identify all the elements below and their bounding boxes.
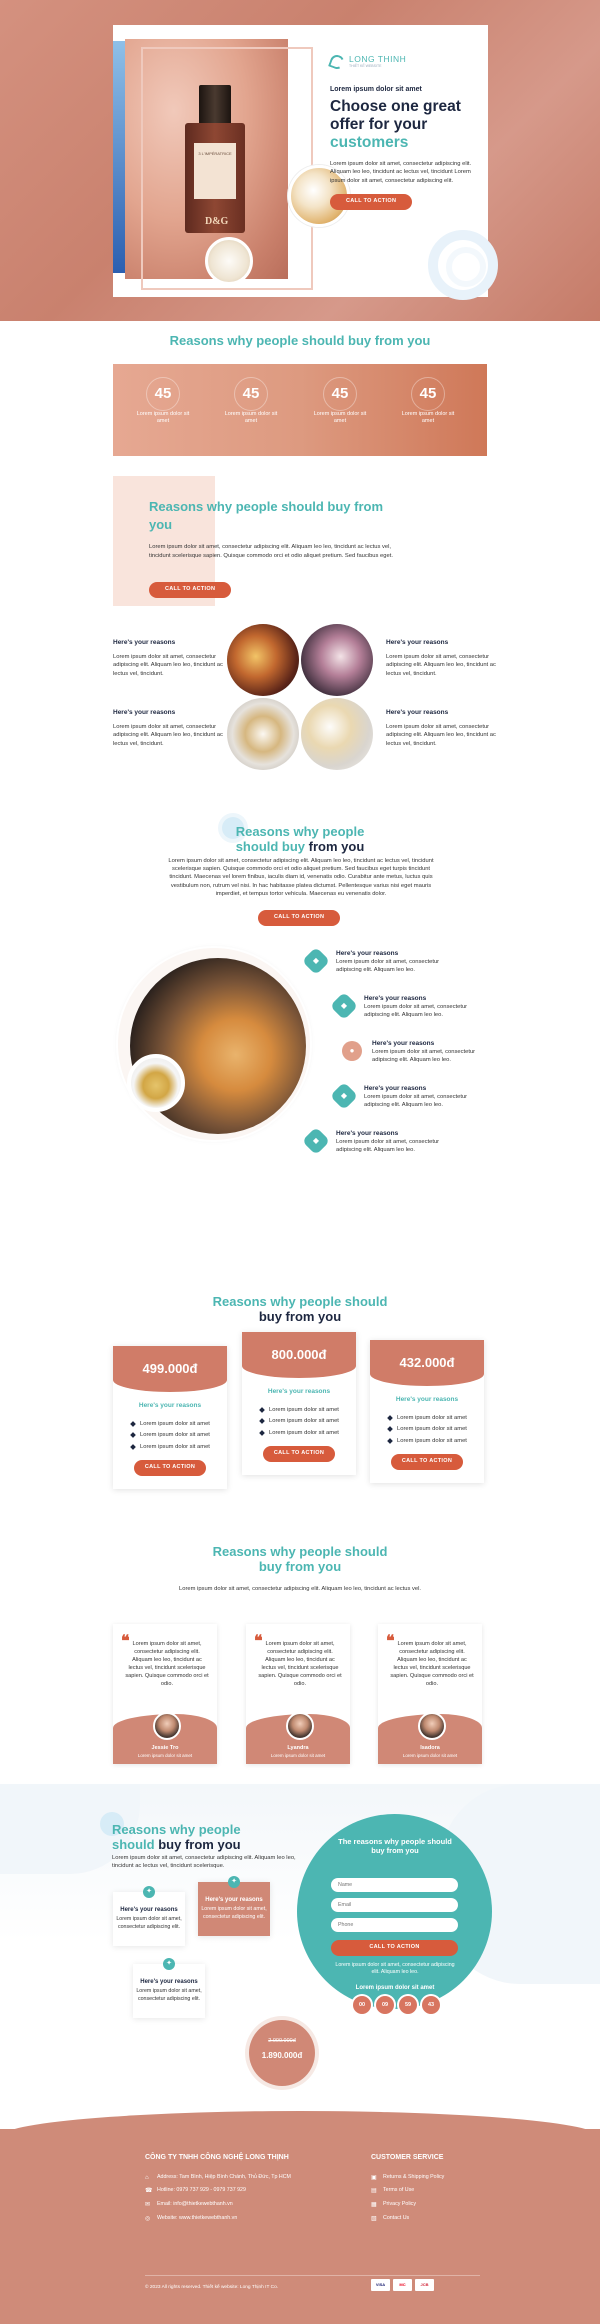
signup-text: Lorem ipsum dolor sit amet, consectetur adipiscing elit. Aliquam leo leo, tincidunt ac lectus vel, tincidunt scelerisque. [112,1854,296,1869]
logo-icon [328,53,346,71]
pricing-cta-button[interactable]: CALL TO ACTION [134,1460,206,1476]
stat-value: 45 [331,384,349,402]
visa-icon: VISA [371,2279,390,2291]
footer-link[interactable] [371,2187,481,2195]
testimonial-quote: Lorem ipsum dolor sit amet, consectetur adipiscing elit. Aliquam leo leo, tincidunt ac lectus vel, tincidunt scelerisque sapien. Quisque commodo orci et odio. [125,1640,209,1688]
reasons-cta-button[interactable]: CALL TO ACTION [258,910,340,926]
pricing-card [370,1340,484,1484]
reason-title: Here's your reasons [336,1129,399,1137]
reasons-text: Lorem ipsum dolor sit amet, consectetur adipiscing elit. Aliquam leo leo, tincidunt ac lectus vel, tincidunt scelerisque sapien. Quisque commodo orci et odio aliquet pretium. Sed faucibus eget turpis tincidunt tincidunt. Maecenas vel lorem finibus, iaculis diam id, venenatis odio. Curabitur ante metus, luctus quis vestibulum non, rutrum vel nisi. In hac habitasse platea dictumst. Pellentesque varius nisi eget mauris imperdiet, et tempus tortor vehicula. Maecenas eu venenatis dolor. [168,857,434,898]
reason-text: Lorem ipsum dolor sit amet, consectetur adipiscing elit. Aliquam leo leo. [364,1004,468,1019]
hero-kicker: Lorem ipsum dolor sit amet [330,86,422,93]
pricing-title [0,1294,600,1325]
feature-title: Here's your reasons [386,708,449,716]
price-value: 432.000đ [370,1340,484,1386]
stat-item [310,386,370,426]
feature-text: Lorem ipsum dolor sit amet, consectetur adipiscing elit. Aliquam leo leo, tincidunt ac lectus vel, tincidunt. [113,654,223,677]
leaf-icon: ◆ [330,1081,358,1109]
testimonial-card [378,1624,482,1764]
reason-title: Here's your reasons [372,1039,435,1047]
hero-heading [330,98,480,152]
footer-link-label: Returns & Shipping Policy [383,2173,445,2180]
drop-icon: ● [338,1036,366,1064]
footer-link[interactable] [371,2201,481,2209]
hero-card [113,25,488,297]
reasons-title-dark: from you [308,839,365,855]
testimonial-quote: Lorem ipsum dolor sit amet, consectetur adipiscing elit. Aliquam leo leo, tincidunt ac lectus vel, tincidunt scelerisque sapien. Quisque commodo orci et odio. [390,1640,474,1688]
hero-section [0,0,600,321]
truck-icon: ▣ [371,2174,377,2181]
payment-methods [371,2279,434,2291]
reason-box [198,1877,270,1936]
reason-text: Lorem ipsum dolor sit amet, consectetur adipiscing elit. Aliquam leo leo. [336,1139,440,1154]
reason-item [334,1084,494,1110]
footer-link[interactable] [371,2174,481,2182]
round-flower-image [205,237,253,285]
reason-item [306,949,466,975]
feature-item [386,638,496,679]
signup-section [0,1784,600,2099]
footer [0,2129,600,2324]
stat-value: 45 [242,384,260,402]
bottle-brand: D&G [205,216,229,227]
countdown-seconds: 43 [422,1996,440,2014]
pricing-section [0,1294,600,1504]
form-title: The reasons why people should buy from you [338,1836,452,1856]
phone-icon: ☎ [145,2188,153,2195]
feature-title: Here's your reasons [113,708,176,716]
footer-link-label: Contact Us [383,2214,410,2221]
feature-item [386,708,496,749]
reasons-title-line1: Reasons why people [235,823,365,839]
pricing-card-title: Here's your reasons [267,1387,331,1395]
countdown-days: 00 [353,1996,371,2014]
leaf-icon: ◆ [302,1126,330,1154]
stat-item [398,386,458,426]
features-section [0,624,600,764]
testimonials-title-line2: buy from you [258,1559,342,1575]
stats-title: Reasons why people should buy from you [169,333,431,348]
old-price: 2.000.000đ [268,2037,296,2044]
feature-text: Lorem ipsum dolor sit amet, consectetur adipiscing elit. Aliquam leo leo, tincidunt ac lectus vel, tincidunt. [386,724,496,747]
feature-photo [227,624,299,696]
quote-icon: ❝ [121,1632,130,1650]
feature-item [113,708,223,749]
logo-tagline: THIẾT KẾ WEBSITE [349,63,382,68]
testimonial-card [113,1624,217,1764]
footer-link[interactable] [371,2215,481,2223]
phone-field[interactable] [331,1918,458,1932]
pricing-feature: Lorem ipsum dolor sit amet [388,1425,484,1433]
hero-heading-line2: offer for your [330,116,428,134]
leaf-icon: ◆ [302,946,330,974]
hero-heading-accent: customers [330,134,409,152]
pricing-card-title: Here's your reasons [395,1395,459,1403]
signup-title-dark: buy from you [158,1837,241,1853]
countdown-label: Lorem ipsum dolor sit amet [355,1984,435,1991]
testimonial-role: Lorem ipsum dolor sit amet [137,1753,193,1759]
hero-heading-line1: Choose one great [330,98,461,116]
stat-value: 45 [419,384,437,402]
footer-email[interactable] [145,2201,325,2209]
feature-item [113,638,223,679]
pricing-card [113,1346,227,1490]
avatar [286,1712,314,1740]
testimonials-text: Lorem ipsum dolor sit amet, consectetur adipiscing elit. Aliquam leo leo, tincidunt ac lectus vel. [179,1585,421,1592]
lock-icon: ▦ [371,2202,377,2209]
email-field[interactable] [331,1898,458,1912]
logo-name: LONG THINH [349,54,407,65]
testimonials-section [0,1544,600,1784]
pricing-feature: Lorem ipsum dolor sit amet [260,1417,356,1425]
testimonial-role: Lorem ipsum dolor sit amet [270,1753,326,1759]
stat-label: Lorem ipsum dolor sit amet [224,410,278,425]
leaf-icon: ✦ [163,1958,175,1970]
feature-title: Here's your reasons [113,638,176,646]
price-badge [249,2020,315,2086]
countdown-hours: 09 [376,1996,394,2014]
quote-icon: ❝ [254,1632,263,1650]
signup-title-teal2: should [112,1837,155,1853]
feature-text: Lorem ipsum dolor sit amet, consectetur adipiscing elit. Aliquam leo leo, tincidunt ac lectus vel, tincidunt. [113,724,223,747]
small-perfume-photo [127,1054,185,1112]
countdown-minutes: 59 [399,1996,417,2014]
intro-section [0,476,600,606]
intro-title: Reasons why people should buy from you [149,498,384,533]
form-submit-button[interactable]: CALL TO ACTION [331,1940,458,1956]
stat-label: Lorem ipsum dolor sit amet [136,410,190,425]
footer-contact [145,2153,325,2229]
reason-box-title: Here's your reasons [120,1906,178,1913]
reason-box [113,1887,185,1946]
feature-photo [227,698,299,770]
reason-title: Here's your reasons [364,1084,427,1092]
reason-box-title: Here's your reasons [205,1896,263,1903]
decor-ring-inner [446,247,486,287]
reason-text: Lorem ipsum dolor sit amet, consectetur adipiscing elit. Aliquam leo leo. [372,1049,476,1064]
hotline-text: Hotline: 0979 737 929 - 0979 737 929 [157,2187,246,2194]
feature-title: Here's your reasons [386,638,449,646]
name-field[interactable] [331,1878,458,1892]
pricing-cta-button[interactable]: CALL TO ACTION [263,1446,335,1462]
reason-title: Here's your reasons [364,994,427,1002]
reason-item [342,1039,502,1065]
pricing-feature: Lorem ipsum dolor sit amet [260,1429,356,1437]
stat-label: Lorem ipsum dolor sit amet [401,410,455,425]
address-text: Address: Tam Bình, Hiệp Bình Chánh, Thủ Đức, Tp HCM [157,2173,291,2180]
new-price: 1.890.000đ [261,2050,303,2060]
hero-description: Lorem ipsum dolor sit amet, consectetur adipiscing elit. Aliquam leo leo, tincidunt ac lectus vel, tincidunt Lorem ipsum dolor sit amet, consectetur adipiscing elit. [330,160,472,184]
pricing-title-line1: Reasons why people should [212,1293,388,1309]
leaf-icon: ◆ [330,991,358,1019]
mastercard-icon: MC [393,2279,412,2291]
hero-cta-button[interactable]: CALL TO ACTION [330,194,412,210]
footer-divider [145,2275,480,2276]
leaf-icon: ✦ [143,1886,155,1898]
feature-photo [301,624,373,696]
document-icon: ▤ [371,2188,377,2195]
pricing-feature: Lorem ipsum dolor sit amet [260,1406,356,1414]
avatar [153,1712,181,1740]
feature-text: Lorem ipsum dolor sit amet, consectetur adipiscing elit. Aliquam leo leo, tincidunt ac lectus vel, tincidunt. [386,654,496,677]
footer-link-label: Terms of Use [383,2187,415,2194]
copyright: © 2023 All rights reserved. Thiết kế website: Long Thịnh IT Co. [145,2284,279,2290]
pricing-feature: Lorem ipsum dolor sit amet [131,1443,227,1451]
pricing-feature: Lorem ipsum dolor sit amet [388,1414,484,1422]
stats-banner [113,364,487,456]
testimonial-name: Isadora [420,1744,440,1751]
reason-text: Lorem ipsum dolor sit amet, consectetur adipiscing elit. Aliquam leo leo. [336,959,440,974]
intro-text: Lorem ipsum dolor sit amet, consectetur adipiscing elit. Aliquam leo leo, tincidunt ac lectus vel, tincidunt scelerisque sapien. Quisque commodo orci et odio aliquet pretium. Sed faucibus eget. [149,544,393,559]
website-text: Website: www.thietkewebthanh.vn [157,2214,238,2221]
price-value: 800.000đ [242,1332,356,1378]
testimonials-title-line1: Reasons why people should [212,1543,388,1559]
reason-item [306,1129,466,1155]
pricing-feature: Lorem ipsum dolor sit amet [131,1431,227,1439]
signup-title-teal: Reasons why people [112,1821,241,1837]
reasons-title [0,824,600,855]
reason-box-text: Lorem ipsum dolor sit amet, consectetur adipiscing elit. [116,1916,182,1930]
reason-box-title: Here's your reasons [140,1978,198,1985]
testimonial-role: Lorem ipsum dolor sit amet [402,1753,458,1759]
signup-form [297,1814,492,2009]
testimonials-title [0,1544,600,1575]
reasons-section [0,804,600,1274]
reason-text: Lorem ipsum dolor sit amet, consectetur adipiscing elit. Aliquam leo leo. [364,1094,468,1109]
stat-item [133,386,193,426]
stats-section [0,321,600,456]
footer-service [371,2153,481,2229]
reasons-title-teal: should buy [235,839,306,855]
footer-address [145,2174,325,2182]
footer-hotline[interactable] [145,2187,325,2195]
reason-title: Here's your reasons [336,949,399,957]
jcb-icon: JCB [415,2279,434,2291]
intro-cta-button[interactable]: CALL TO ACTION [149,582,231,598]
stat-value: 45 [154,384,172,402]
footer-link-label: Privacy Policy [383,2201,416,2208]
contact-icon: ▧ [371,2215,377,2222]
testimonial-name: Jessie Tro [151,1744,179,1751]
pricing-cta-button[interactable]: CALL TO ACTION [391,1454,463,1470]
reason-box [133,1959,205,2018]
reason-item [334,994,494,1020]
avatar [418,1712,446,1740]
globe-icon: ◎ [145,2215,151,2222]
price-value: 499.000đ [113,1346,227,1392]
pricing-card [242,1332,356,1476]
testimonial-name: Lyandra [287,1744,309,1751]
mail-icon: ✉ [145,2202,151,2209]
leaf-icon: ✦ [228,1876,240,1888]
form-text: Lorem ipsum dolor sit amet, consectetur adipiscing elit. Aliquam leo leo. [335,1961,455,1976]
service-title: CUSTOMER SERVICE [371,2153,444,2161]
footer-website[interactable] [145,2215,325,2223]
stat-label: Lorem ipsum dolor sit amet [313,410,367,425]
bottle-label: 3 L'IMPÉRATRICE [194,143,236,199]
feature-photo [301,698,373,770]
brand-logo[interactable] [330,55,406,69]
pricing-feature: Lorem ipsum dolor sit amet [131,1420,227,1428]
home-icon: ⌂ [145,2174,149,2181]
pricing-feature: Lorem ipsum dolor sit amet [388,1437,484,1445]
email-text: Email: info@thietkewebthanh.vn [157,2201,233,2208]
testimonial-card [246,1624,350,1764]
pricing-title-line2: buy from you [258,1309,342,1325]
company-name: CÔNG TY TNHH CÔNG NGHỆ LONG THỊNH [145,2153,289,2161]
testimonial-quote: Lorem ipsum dolor sit amet, consectetur adipiscing elit. Aliquam leo leo, tincidunt ac lectus vel, tincidunt scelerisque sapien. Quisque commodo orci et odio. [258,1640,342,1688]
pricing-card-title: Here's your reasons [138,1401,202,1409]
reason-box-text: Lorem ipsum dolor sit amet, consectetur adipiscing elit. [136,1988,202,2002]
stat-item [221,386,281,426]
signup-title [112,1822,272,1853]
hero-text-block [330,85,480,210]
reason-box-text: Lorem ipsum dolor sit amet, consectetur adipiscing elit. [201,1906,267,1920]
quote-icon: ❝ [386,1632,395,1650]
footer-wave [0,2111,600,2137]
